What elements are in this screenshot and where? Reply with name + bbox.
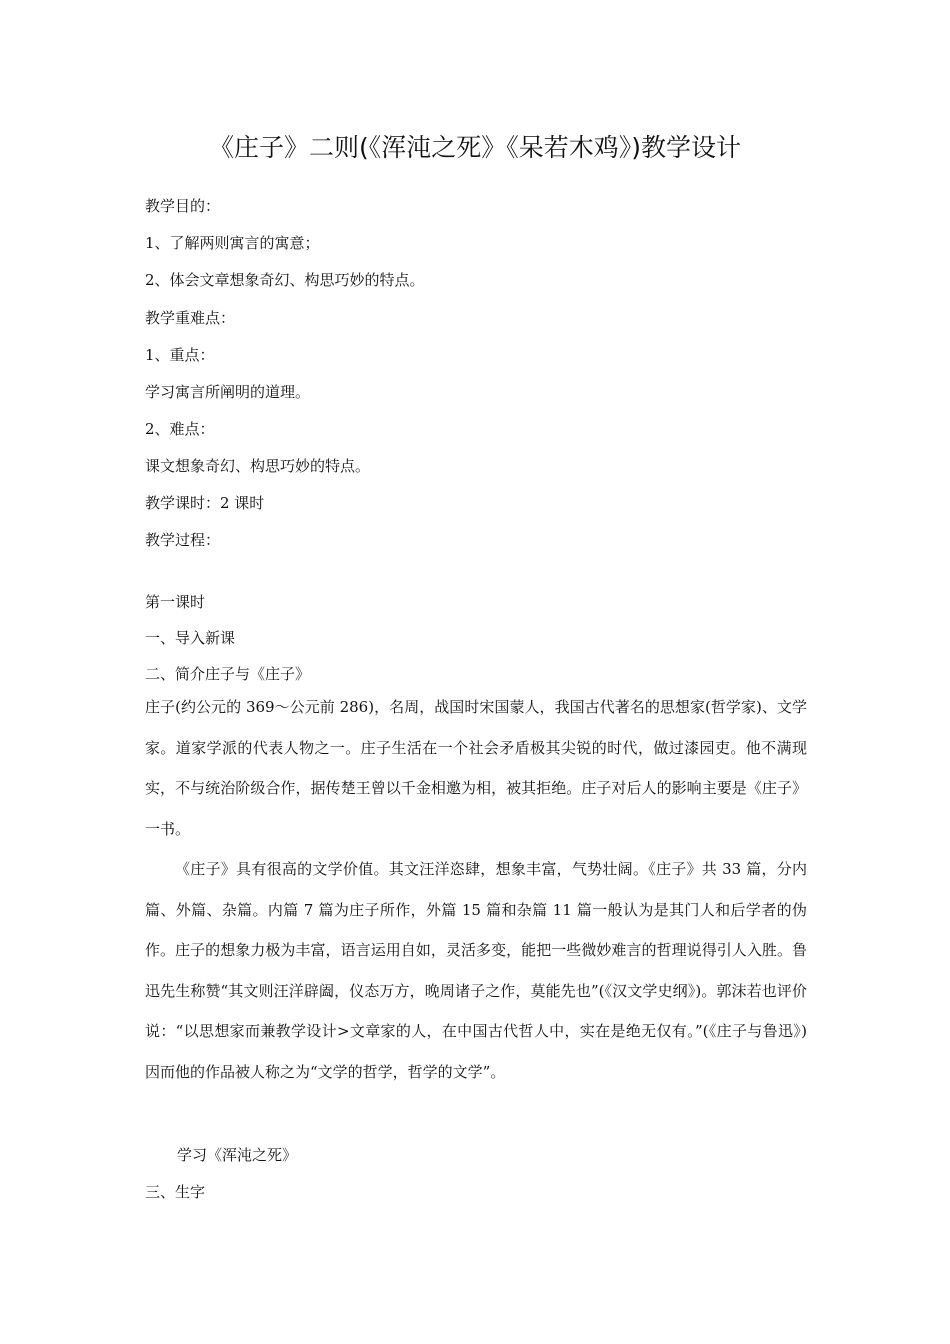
objective-2: 2、体会文章想象奇幻、构思巧妙的特点。 (145, 271, 425, 289)
section-3-heading: 三、生字 (145, 1183, 206, 1201)
class-hours: 教学课时：2 课时 (145, 494, 265, 512)
key-point-text: 学习寓言所阐明的道理。 (145, 383, 311, 401)
first-lesson-heading: 第一课时 (145, 593, 206, 611)
document-title: 《庄子》二则(《浑沌之死》《呆若木鸡》)教学设计 (208, 133, 741, 162)
process-heading: 教学过程： (145, 531, 221, 549)
objectives-heading: 教学目的： (145, 197, 221, 215)
key-points-heading: 教学重难点： (145, 309, 236, 327)
section-2-heading: 二、简介庄子与《庄子》 (145, 665, 311, 683)
objective-1: 1、了解两则寓言的寓意； (145, 234, 320, 252)
section-1-heading: 一、导入新课 (145, 629, 236, 647)
difficulty-label: 2、难点： (145, 420, 215, 438)
difficulty-text: 课文想象奇幻、构思巧妙的特点。 (145, 457, 371, 475)
key-point-label: 1、重点： (145, 346, 215, 364)
study-heading: 学习《浑沌之死》 (177, 1146, 298, 1164)
zhuangzi-bio-paragraph: 庄子(约公元的 369～公元前 286)，名周，战国时宋国蒙人，我国古代著名的思想家(哲学家)、文学家。道家学派的代表人物之一。庄子生活在一个社会矛盾极其尖锐的时代，做过漆园吏。他不满现实，不与统治阶级合作，据传楚王曾以千金相邀为相，被其拒绝。庄子对后人的影响主要是《庄子》一书。 (145, 698, 807, 838)
zhuangzi-book-paragraph: 《庄子》具有很高的文学价值。其文汪洋恣肆，想象丰富，气势壮阔。《庄子》共 33 篇，分内篇、外篇、杂篇。内篇 7 篇为庄子所作，外篇 15 篇和杂篇 11 篇一般认为是其门人和后学者的伪作。庄子的想象力极为丰富，语言运用自如，灵活多变，能把一些微妙难言的哲理说得引人入胜。鲁迅先生称赞“其文则汪洋辟阖，仪态万方，晚周诸子之作，莫能先也”(《汉文学史纲》)。郭沫若也评价说：“以思想家而兼教学设计>文章家的人，在中国古代哲人中，实在是绝无仅有。”(《庄子与鲁迅》)因而他的作品被人称之为“文学的哲学，哲学的文学”。 (145, 860, 807, 1081)
